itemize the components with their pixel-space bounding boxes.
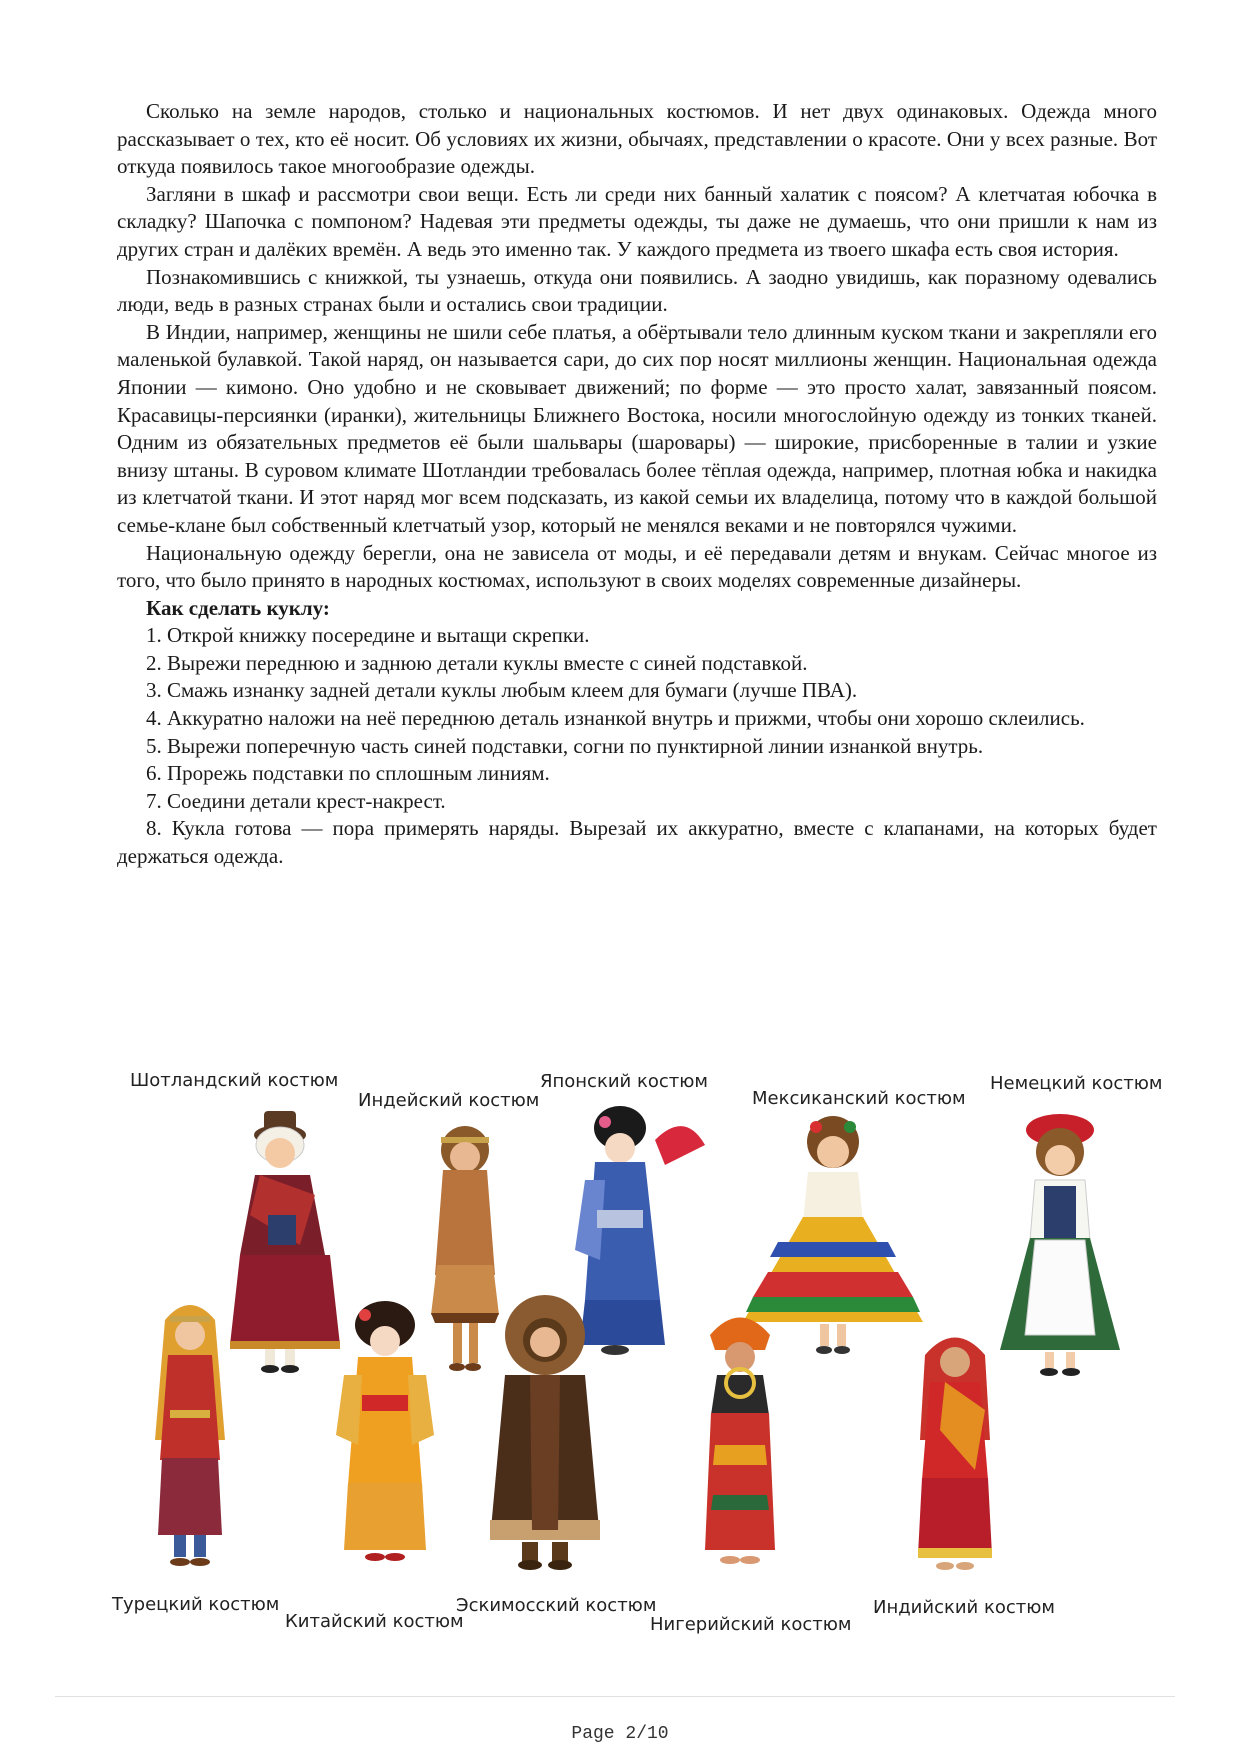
caption-indian-bottom: Индийский костюм bbox=[873, 1597, 1055, 1618]
step-item: 1. Открой книжку посередине и вытащи скрепки. bbox=[146, 623, 590, 648]
paragraph: В Индии, например, женщины не шили себе платья, а обёртывали тело длинным куском ткани и закрепляли его маленькой булавкой. Такой наряд, он называется сари, до сих пор носят миллионы женщин. Национальная одежда Японии — кимоно. Оно удобно и не сковывает движений; по форме — это просто халат, завязанный поясом. Красавицы-персиянки (иранки), жительницы Ближнего Востока, носили многослойную одежду из тонких тканей. Одним из обязательных предметов её были шальвары (шаровары) — широкие, присборенные в талии и узкие внизу штаны. В суровом климате Шотландии требовалась более тёплая одежда, например, плотная юбка и накидка из клетчатой ткани. И этот наряд мог всем подсказать, из какой семьи их владелица, потому что в каждой большой семье-клане был собственный клетчатый узор, который не менялся веками и не повторялся чужими. bbox=[117, 319, 1157, 537]
step-item: 7. Соедини детали крест-накрест. bbox=[146, 788, 446, 813]
page-number: Page 2/10 bbox=[571, 1724, 669, 1744]
paragraph: Сколько на земле народов, столько и национальных костюмов. И нет двух одинаковых. Одежда много рассказывает о тех, кто её носит. Об условиях их жизни, обычаях, представлении о красоте. Они у всех разные. Вот откуда появилось такое многообразие одежды. bbox=[117, 99, 1157, 179]
step-item: 2. Вырежи переднюю и заднюю детали куклы вместе с синей подставкой. bbox=[146, 650, 808, 675]
caption-mexican: Мексиканский костюм bbox=[752, 1088, 966, 1109]
howto-steps bbox=[117, 622, 1157, 870]
footer-divider bbox=[55, 1696, 1175, 1697]
caption-japanese: Японский костюм bbox=[540, 1071, 708, 1092]
caption-indian-top: Индейский костюм bbox=[358, 1090, 540, 1111]
nigerian-doll-image bbox=[685, 1305, 795, 1595]
german-doll-image bbox=[990, 1110, 1130, 1380]
step-item: 3. Смажь изнанку задней детали куклы любым клеем для бумаги (лучше ПВА). bbox=[146, 678, 858, 703]
caption-nigerian: Нигерийский костюм bbox=[650, 1614, 852, 1635]
turkish-doll-image bbox=[140, 1290, 240, 1580]
eskimo-doll-image bbox=[480, 1290, 610, 1580]
paragraph: Познакомившись с книжкой, ты узнаешь, откуда они появились. А заодно увидишь, как поразному одевались люди, ведь в разных странах были и остались свои традиции. bbox=[117, 264, 1157, 317]
step-item: 6. Прорежь подставки по сплошным линиям. bbox=[146, 761, 550, 786]
caption-german: Немецкий костюм bbox=[990, 1073, 1163, 1094]
caption-turkish: Турецкий костюм bbox=[112, 1594, 280, 1615]
paragraph: Национальную одежду берегли, она не зависела от моды, и её передавали детям и внукам. Сейчас многое из того, что было принято в народных костюмах, используют в своих моделях современные дизайнеры. bbox=[117, 540, 1157, 593]
caption-scottish: Шотландский костюм bbox=[130, 1070, 339, 1091]
step-item: 5. Вырежи поперечную часть синей подставки, согни по пунктирной линии изнанкой внутрь. bbox=[146, 733, 984, 758]
howto-title: Как сделать куклу: bbox=[146, 595, 330, 620]
step-item: 4. Аккуратно наложи на неё переднюю деталь изнанкой внутрь и прижми, чтобы они хорошо склеились. bbox=[146, 706, 1085, 731]
indian-sari-doll-image bbox=[900, 1320, 1010, 1590]
caption-chinese: Китайский костюм bbox=[285, 1611, 464, 1632]
paragraph: Загляни в шкаф и рассмотри свои вещи. Есть ли среди них банный халатик с поясом? А клетчатая юбочка в складку? Шапочка с помпоном? Надевая эти предметы одежды, ты даже не думаешь, что они пришли к нам из других стран и далёких времён. А ведь это именно так. У каждого предмета из твоего шкафа есть своя история. bbox=[117, 181, 1157, 261]
chinese-doll-image bbox=[330, 1295, 440, 1585]
article-text bbox=[117, 98, 1157, 871]
caption-eskimo: Эскимосский костюм bbox=[456, 1595, 657, 1616]
step-item: 8. Кукла готова — пора примерять наряды. Вырезай их аккуратно, вместе с клапанами, на которых будет держаться одежда. bbox=[117, 816, 1157, 869]
